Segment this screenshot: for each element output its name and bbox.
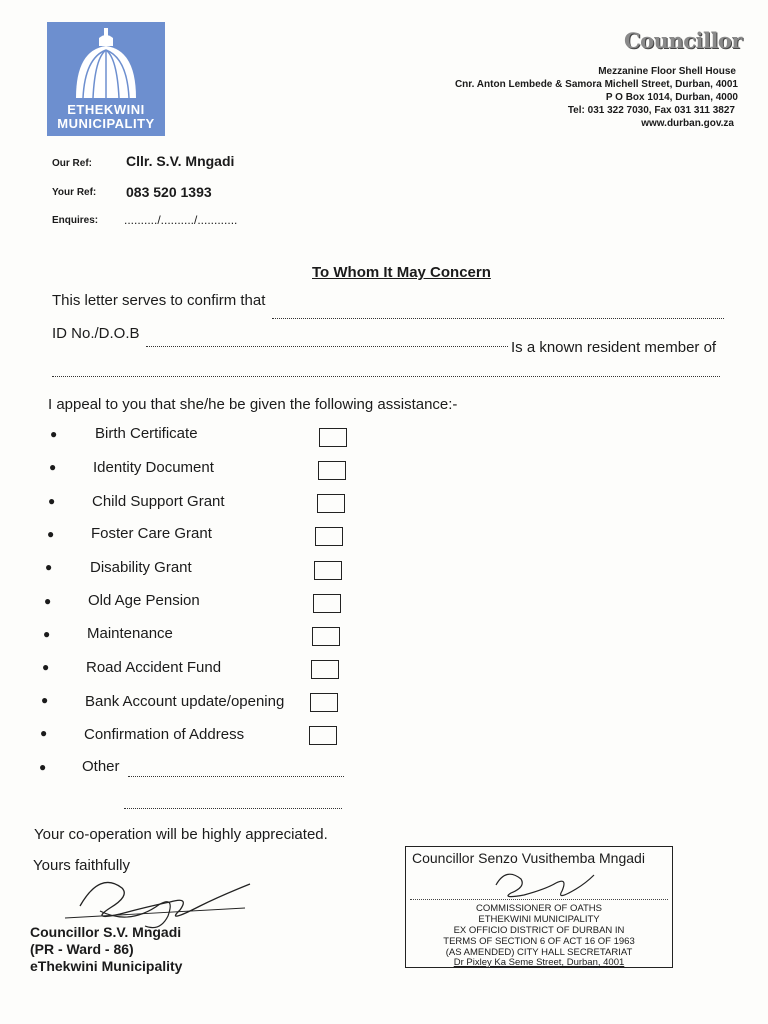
checkbox-maintenance[interactable] — [312, 627, 340, 646]
stamp-rule — [410, 899, 668, 900]
checkbox-identity-document[interactable] — [318, 461, 346, 480]
item-child-support-grant: Child Support Grant — [92, 493, 225, 510]
bullet: ● — [42, 660, 50, 674]
stamp-line: ETHEKWINI MUNICIPALITY — [478, 914, 600, 925]
letter-heading: To Whom It May Concern — [312, 264, 491, 281]
stamp-name: Councillor Senzo Vusithemba Mngadi — [412, 850, 645, 866]
stamp-line: COMMISSIONER OF OATHS — [476, 903, 602, 914]
item-road-accident-fund: Road Accident Fund — [86, 659, 222, 676]
signatory-ward: (PR - Ward - 86) — [30, 941, 134, 957]
address-line: Tel: 031 322 7030, Fax 031 311 3827 — [567, 105, 735, 116]
header-title: Councillor — [623, 28, 742, 53]
checkbox-foster-care-grant[interactable] — [315, 527, 343, 546]
website-line: www.durban.gov.za — [641, 118, 734, 129]
other-fill-line — [128, 776, 344, 777]
logo-line-2: MUNICIPALITY — [57, 116, 155, 131]
confirm-text: This letter serves to confirm that — [52, 292, 266, 309]
dome-icon — [71, 28, 141, 102]
your-ref-label: Your Ref: — [52, 187, 97, 198]
bullet: ● — [49, 460, 57, 474]
checkbox-birth-certificate[interactable] — [319, 428, 347, 447]
item-bank-account: Bank Account update/opening — [85, 693, 285, 710]
logo-line-1: ETHEKWINI — [67, 102, 145, 117]
checkbox-child-support-grant[interactable] — [317, 494, 345, 513]
bullet: ● — [44, 594, 52, 608]
address-line: Mezzanine Floor Shell House — [598, 66, 736, 77]
bullet: ● — [47, 527, 55, 541]
item-other: Other — [82, 758, 120, 775]
signatory-name: Councillor S.V. Mngadi — [30, 924, 182, 940]
checkbox-old-age-pension[interactable] — [313, 594, 341, 613]
name-fill-line — [272, 318, 724, 319]
item-birth-certificate: Birth Certificate — [95, 425, 198, 442]
bullet: ● — [41, 693, 49, 707]
checkbox-disability-grant[interactable] — [314, 561, 342, 580]
address-line: Cnr. Anton Lembede & Samora Michell Street, Durban, 4001 — [454, 79, 738, 90]
our-ref-value: Cllr. S.V. Mngadi — [126, 153, 235, 169]
id-fill-line — [146, 346, 508, 347]
bullet: ● — [43, 627, 51, 641]
checkbox-road-accident-fund[interactable] — [311, 660, 339, 679]
item-maintenance: Maintenance — [87, 625, 173, 642]
stamp-line: Dr Pixley Ka Seme Street, Durban, 4001 — [453, 957, 625, 968]
bullet: ● — [50, 427, 58, 441]
enquires-label: Enquires: — [52, 215, 99, 226]
our-ref-label: Our Ref: — [52, 158, 92, 169]
area-fill-line — [52, 376, 720, 377]
item-old-age-pension: Old Age Pension — [88, 592, 200, 609]
stamp-line: TERMS OF SECTION 6 OF ACT 16 OF 1963 — [443, 936, 635, 947]
bullet: ● — [48, 494, 56, 508]
bullet: ● — [40, 726, 48, 740]
stamp-line: (AS AMENDED) CITY HALL SECRETARIAT — [445, 947, 633, 958]
municipality-logo — [47, 22, 165, 136]
checkbox-confirmation-of-address[interactable] — [309, 726, 337, 745]
resident-text: Is a known resident member of — [511, 339, 717, 356]
enquires-value: ........../........../............ — [124, 213, 238, 227]
checkbox-bank-account[interactable] — [310, 693, 338, 712]
signatory-org: eThekwini Municipality — [30, 958, 183, 974]
item-confirmation-of-address: Confirmation of Address — [84, 726, 245, 743]
appeal-text: I appeal to you that she/he be given the following assistance:- — [48, 396, 458, 413]
item-disability-grant: Disability Grant — [90, 559, 192, 576]
other-fill-line-2 — [124, 808, 342, 809]
address-line: P O Box 1014, Durban, 4000 — [605, 92, 738, 103]
bullet: ● — [39, 760, 47, 774]
closing-text: Your co-operation will be highly appreciated. — [34, 826, 328, 843]
commissioner-stamp — [405, 846, 673, 968]
your-ref-value: 083 520 1393 — [126, 184, 212, 200]
item-foster-care-grant: Foster Care Grant — [91, 525, 212, 542]
stamp-line: EX OFFICIO DISTRICT OF DURBAN IN — [453, 925, 625, 936]
bullet: ● — [45, 560, 53, 574]
item-identity-document: Identity Document — [93, 459, 214, 476]
yours-faithfully: Yours faithfully — [33, 857, 131, 874]
id-dob-text: ID No./D.O.B — [52, 325, 140, 342]
